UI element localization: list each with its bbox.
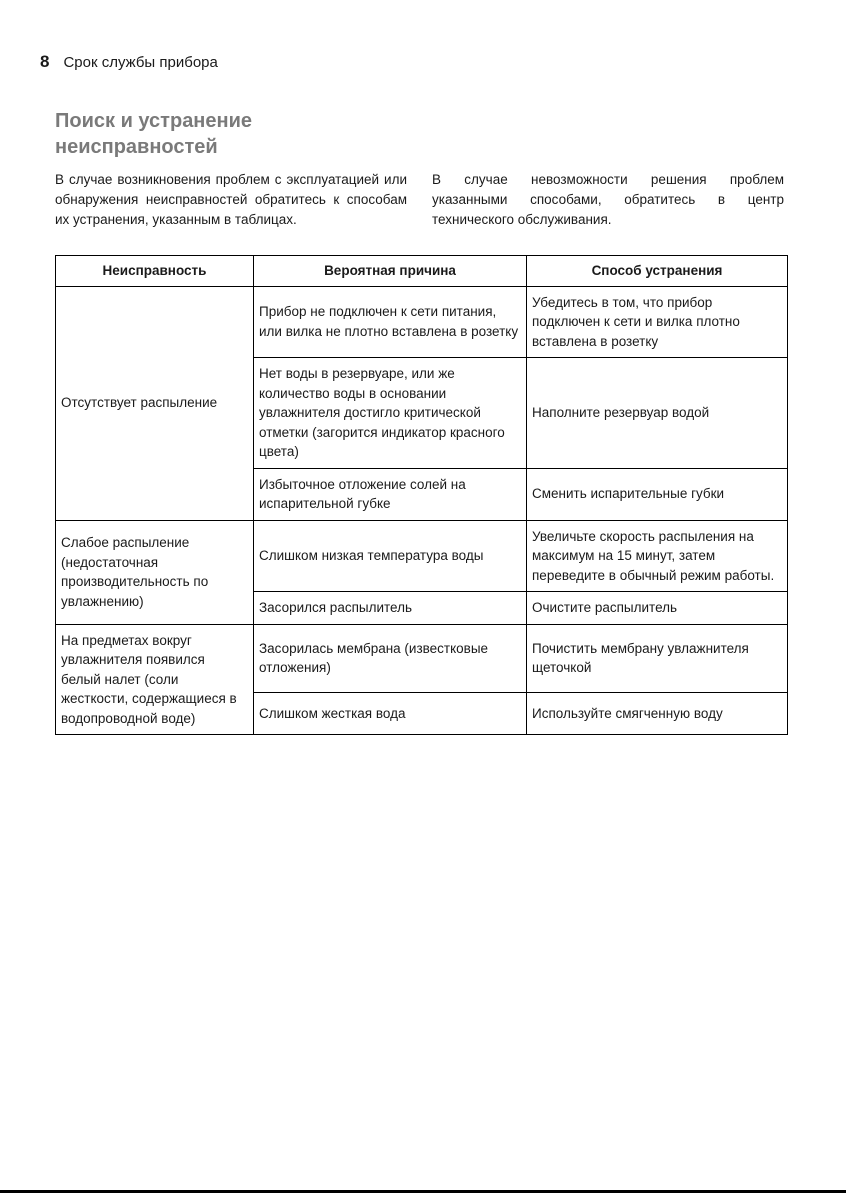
fault-cell: Отсутствует распыление	[56, 286, 254, 520]
column-header-remedy: Способ устранения	[527, 256, 788, 287]
remedy-cell: Сменить испарительные губки	[527, 468, 788, 520]
table-row	[56, 624, 788, 692]
cause-cell: Засорилась мембрана (известковые отложения)	[254, 624, 527, 692]
cause-cell: Слишком жесткая вода	[254, 692, 527, 735]
cause-cell: Нет воды в резервуаре, или же количество воды в основании увлажнителя достигло критической отметки (загорится индикатор красного цвета)	[254, 358, 527, 469]
cause-cell: Слишком низкая температура воды	[254, 520, 527, 592]
remedy-cell: Убедитесь в том, что прибор подключен к сети и вилка плотно вставлена в розетку	[527, 286, 788, 358]
table-row	[56, 520, 788, 592]
remedy-cell: Почистить мембрану увлажнителя щеточкой	[527, 624, 788, 692]
remedy-cell: Увеличьте скорость распыления на максимум на 15 минут, затем переведите в обычный режим работы.	[527, 520, 788, 592]
fault-cell: Слабое распыление (недостаточная производительность по увлажнению)	[56, 520, 254, 624]
remedy-cell: Используйте смягченную воду	[527, 692, 788, 735]
page-header	[40, 52, 218, 72]
cause-cell: Прибор не подключен к сети питания, или вилка не плотно вставлена в розетку	[254, 286, 527, 358]
table-header-row	[56, 256, 788, 287]
troubleshooting-table	[55, 255, 788, 735]
cause-cell: Избыточное отложение солей на испарительной губке	[254, 468, 527, 520]
section-title: Поиск и устранение неисправностей	[55, 110, 253, 158]
intro-right-paragraph: В случае невозможности решения проблем указанными способами, обратитесь в центр технического обслуживания.	[432, 172, 784, 227]
intro-left-paragraph: В случае возникновения проблем с эксплуатацией или обнаружения неисправностей обратитесь к способам их устранения, указанным в таблицах.	[55, 172, 407, 227]
column-header-fault: Неисправность	[56, 256, 254, 287]
running-title: Срок службы прибора	[63, 54, 218, 71]
table-row	[56, 286, 788, 358]
remedy-cell: Очистите распылитель	[527, 592, 788, 625]
fault-cell: На предметах вокруг увлажнителя появился белый налет (соли жесткости, содержащиеся в водопроводной воде)	[56, 624, 254, 735]
page-number: 8	[40, 52, 50, 71]
cause-cell: Засорился распылитель	[254, 592, 527, 625]
remedy-cell: Наполните резервуар водой	[527, 358, 788, 469]
column-header-cause: Вероятная причина	[254, 256, 527, 287]
